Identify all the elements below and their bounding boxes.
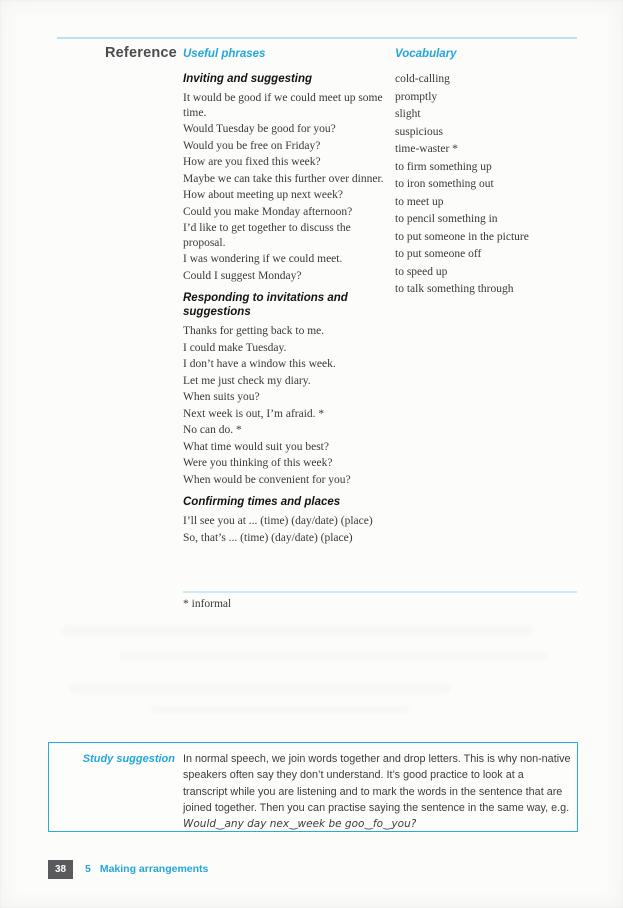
phrase: What time would suit you best? [183, 440, 329, 453]
unit-title: Making arrangements [99, 863, 209, 875]
vocabulary-item: to pencil something in [395, 213, 498, 225]
vocabulary-item: to talk something through [395, 283, 514, 295]
vocabulary-item: promptly [395, 90, 438, 103]
phrase: No can do. * [183, 424, 242, 436]
vocabulary-item: to iron something out [395, 178, 494, 190]
vocabulary-column [395, 47, 585, 300]
vocabulary-item: suspicious [395, 125, 443, 138]
phrase: How about meeting up next week? [183, 189, 343, 201]
study-text-example: Would‿any day nex‿week be goo‿fo‿you? [183, 818, 417, 831]
study-text-main: In normal speech, we join words together and drop letters. This is why non-native speakers often say they don’t understand. It’s good practice to look at a transcript while you are listening and to mark the words in the sentence that are joined together. Then you can practise saying the sentence in the same way, e.g. [183, 753, 571, 814]
page-showthrough [70, 684, 450, 693]
page-showthrough [62, 626, 532, 635]
vocabulary-item: to meet up [395, 195, 444, 208]
footer-unit-title [85, 863, 208, 875]
phrase: It would be good if we could meet up some time. [183, 92, 383, 119]
useful-phrases-heading: Useful phrases [183, 48, 266, 60]
study-suggestion-text [183, 751, 571, 832]
vocabulary-item: time-waster * [395, 143, 458, 155]
vocabulary-item: cold-calling [395, 73, 450, 85]
phrase: I was wondering if we could meet. [183, 253, 343, 265]
group-title: Responding to invitations and suggestions [183, 292, 348, 318]
phrase-list [183, 91, 395, 283]
vocabulary-item: to put someone in the picture [395, 230, 529, 243]
phrase-list [183, 514, 395, 545]
phrase-group-responding [183, 291, 395, 487]
phrase: I’ll see you at ... (time) (day/date) (place) [183, 515, 373, 527]
study-suggestion-box [48, 742, 578, 832]
reference-heading: Reference [105, 45, 177, 61]
phrase: Could I suggest Monday? [183, 269, 302, 282]
footnote-rule [183, 591, 577, 593]
header-rule [57, 37, 577, 39]
phrase: Maybe we can take this further over dinner. [183, 172, 384, 185]
phrase-group-confirming [183, 495, 395, 545]
page-number-badge: 38 [48, 860, 73, 879]
useful-phrases-column [183, 47, 395, 547]
page-showthrough [150, 706, 410, 714]
phrase: Next week is out, I’m afraid. * [183, 407, 325, 420]
unit-number: 5 [85, 863, 91, 875]
phrase: Were you thinking of this week? [183, 457, 333, 469]
group-title: Inviting and suggesting [183, 73, 313, 85]
phrase: So, that’s ... (time) (day/date) (place) [183, 531, 353, 544]
phrase: Thanks for getting back to me. [183, 325, 325, 337]
phrase: How are you fixed this week? [183, 156, 321, 168]
vocabulary-list [395, 72, 585, 297]
phrase: Would you be free on Friday? [183, 139, 321, 152]
phrase-group-inviting [183, 72, 395, 283]
vocabulary-item: to firm something up [395, 160, 492, 173]
phrase: I don’t have a window this week. [183, 358, 336, 370]
phrase: When would be convenient for you? [183, 473, 351, 486]
phrase-list [183, 324, 395, 487]
study-suggestion-label: Study suggestion [82, 753, 175, 765]
phrase: I could make Tuesday. [183, 341, 287, 354]
vocabulary-item: to speed up [395, 265, 448, 278]
footnote: * informal [183, 598, 232, 610]
phrase: I’d like to get together to discuss the proposal. [183, 222, 351, 249]
vocabulary-heading: Vocabulary [395, 48, 457, 60]
phrase: Could you make Monday afternoon? [183, 205, 353, 218]
phrase: When suits you? [183, 391, 260, 403]
phrase: Would Tuesday be good for you? [183, 123, 336, 135]
group-title: Confirming times and places [183, 496, 341, 508]
vocabulary-item: slight [395, 108, 421, 120]
page-showthrough [120, 652, 550, 660]
vocabulary-item: to put someone off [395, 248, 482, 260]
phrase: Let me just check my diary. [183, 374, 311, 387]
